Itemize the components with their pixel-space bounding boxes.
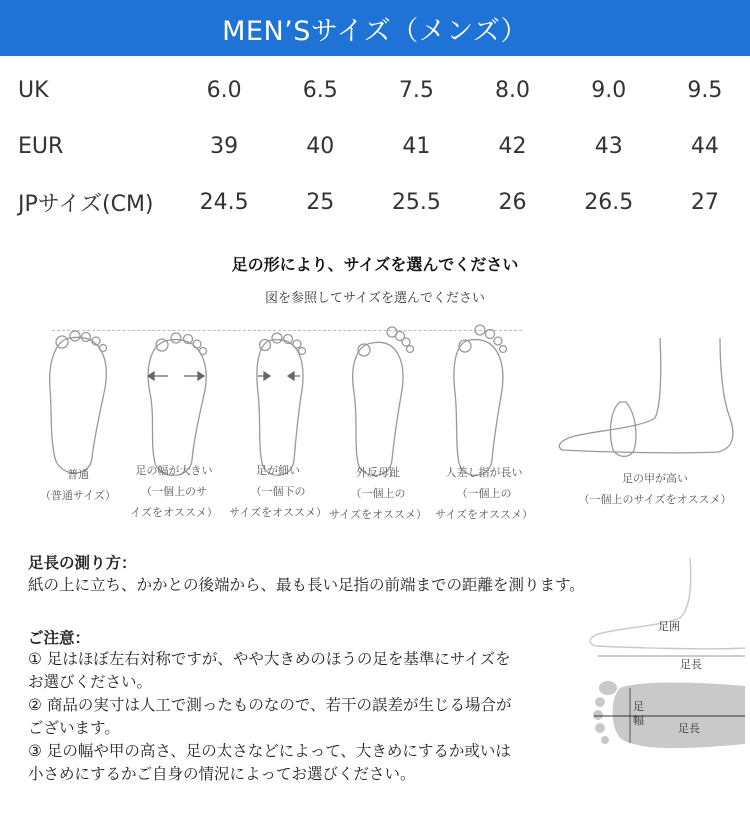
table-cell: 7.5: [398, 77, 434, 103]
table-cell: 26: [498, 189, 527, 215]
row-label: EUR: [18, 133, 64, 159]
table-cell: 43: [594, 133, 623, 159]
table-cell: 40: [306, 133, 335, 159]
girth-label: 足囲: [658, 620, 680, 633]
note-line: ございます。: [28, 719, 120, 737]
measure-title: 足長の測り方：: [28, 554, 137, 572]
table-row: [10, 118, 745, 174]
table-cell: 27: [690, 189, 719, 215]
table-cell: 25: [306, 189, 335, 215]
foot-type-caption: 人差し指が長い （一個上の サイズをオススメ）: [434, 466, 533, 521]
foot-type-caption: 足の幅が大きい （一個上のサ イズをオススメ）: [130, 464, 218, 519]
table-cell: 42: [498, 133, 527, 159]
header-banner: [0, 0, 750, 56]
notes-title: ご注意：: [28, 629, 91, 647]
foot-guide-subheading: 図を参照してサイズを選んでください: [265, 291, 485, 306]
table-cell: 6.0: [206, 77, 242, 103]
size-table: [10, 62, 745, 230]
table-row: [10, 174, 745, 230]
page-title: MEN’Sサイズ（メンズ）: [222, 15, 528, 47]
foot-shapes-illustration: [0, 318, 750, 538]
table-cell: 6.5: [302, 77, 338, 103]
table-cell: 26.5: [584, 189, 634, 215]
measure-text: 紙の上に立ち、かかとの後端から、最も長い足指の前端までの距離を測ります。: [28, 576, 585, 594]
width-label: 足幅: [633, 700, 644, 727]
table-cell: 25.5: [391, 189, 441, 215]
table-cell: 9.5: [687, 77, 723, 103]
table-cell: 9.0: [591, 77, 627, 103]
foot-type-caption: 普通 （普通サイズ）: [39, 468, 117, 502]
table-cell: 24.5: [199, 189, 249, 215]
table-row: [10, 62, 745, 118]
length-label: 足長: [678, 722, 700, 735]
note-line: ③ 足の幅や甲の高さ、足の太さなどによって、大きめにするか或いは: [28, 742, 511, 760]
note-line: ① 足はほぼ左右対称ですが、やや大きめのほうの足を基準にサイズを: [28, 650, 511, 668]
foot-guide-heading: 足の形により、サイズを選んでください: [231, 255, 519, 274]
table-cell: 8.0: [495, 77, 531, 103]
foot-measure-diagram: [580, 548, 750, 788]
table-cell: 41: [402, 133, 431, 159]
foot-type-caption: 足の甲が高い （一個上のサイズをオススメ）: [578, 472, 732, 506]
note-line: 小さめにするかご自身の情況によってお選びください。: [28, 765, 416, 783]
foot-type-caption: 足が細い （一個下の サイズをオススメ）: [228, 464, 327, 519]
note-line: ② 商品の実寸は人工で測ったものなので、若干の誤差が生じる場合が: [28, 696, 512, 714]
row-label: JPサイズ(CM): [18, 191, 154, 217]
note-line: お選びください。: [28, 673, 153, 691]
foot-type-caption: 外反母趾 （一個上の サイズをオススメ）: [328, 466, 427, 521]
table-cell: 39: [210, 133, 239, 159]
length-label: 足長: [680, 658, 702, 671]
table-cell: 44: [690, 133, 719, 159]
row-label: UK: [18, 77, 49, 103]
